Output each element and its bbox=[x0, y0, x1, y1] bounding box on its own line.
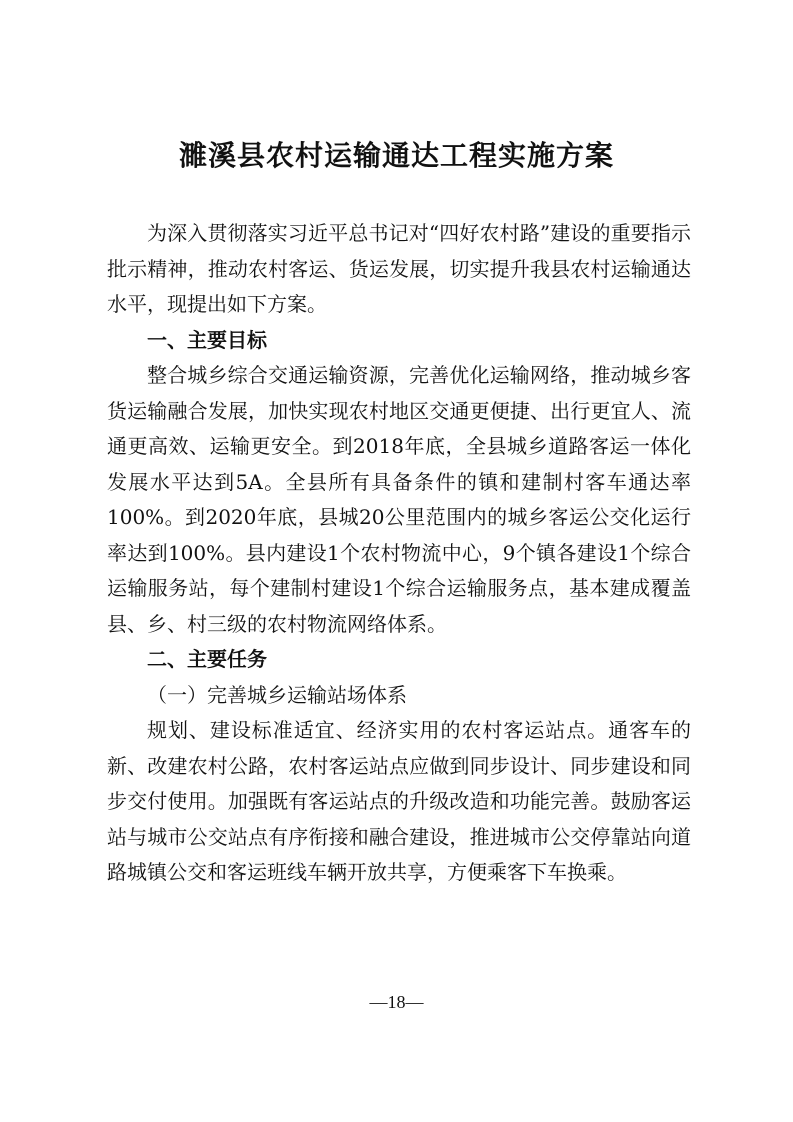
document-body bbox=[107, 216, 691, 891]
section-heading-main-goals: 一、主要目标 bbox=[147, 327, 267, 352]
subsection-heading-station-system: （一）完善城乡运输站场体系 bbox=[147, 682, 407, 707]
page-number: —18— bbox=[369, 992, 424, 1012]
main-goals-paragraph: 整合城乡综合交通运输资源，完善优化运输网络，推动城乡客货运输融合发展，加快实现农村地区交通更便捷、出行更宜人、流通更高效、运输更安全。到2018年底，全县城乡道路客运一体化发展水平达到5A。全县所有具备条件的镇和建制村客车通达率100%。到2020年底，县城20公里范围内的城乡客运公交化运行率达到100%。县内建设1个农村物流中心，9个镇各建设1个综合运输服务站，每个建制村建设1个综合运输服务点，基本建成覆盖县、乡、村三级的农村物流网络体系。 bbox=[107, 363, 691, 636]
document-title: 濉溪县农村运输通达工程实施方案 bbox=[178, 139, 614, 172]
section-heading-main-tasks: 二、主要任务 bbox=[147, 647, 267, 671]
intro-paragraph: 为深入贯彻落实习近平总书记对“四好农村路”建设的重要指示批示精神，推动农村客运、货运发展，切实提升我县农村运输通达水平，现提出如下方案。 bbox=[107, 221, 691, 316]
station-system-paragraph: 规划、建设标准适宜、经济实用的农村客运站点。通客车的新、改建农村公路，农村客运站点应做到同步设计、同步建设和同步交付使用。加强既有客运站点的升级改造和功能完善。鼓励客运站与城市公交站点有序衔接和融合建设，推进城市公交停靠站向道路城镇公交和客运班线车辆开放共享，方便乘客下车换乘。 bbox=[107, 718, 691, 884]
